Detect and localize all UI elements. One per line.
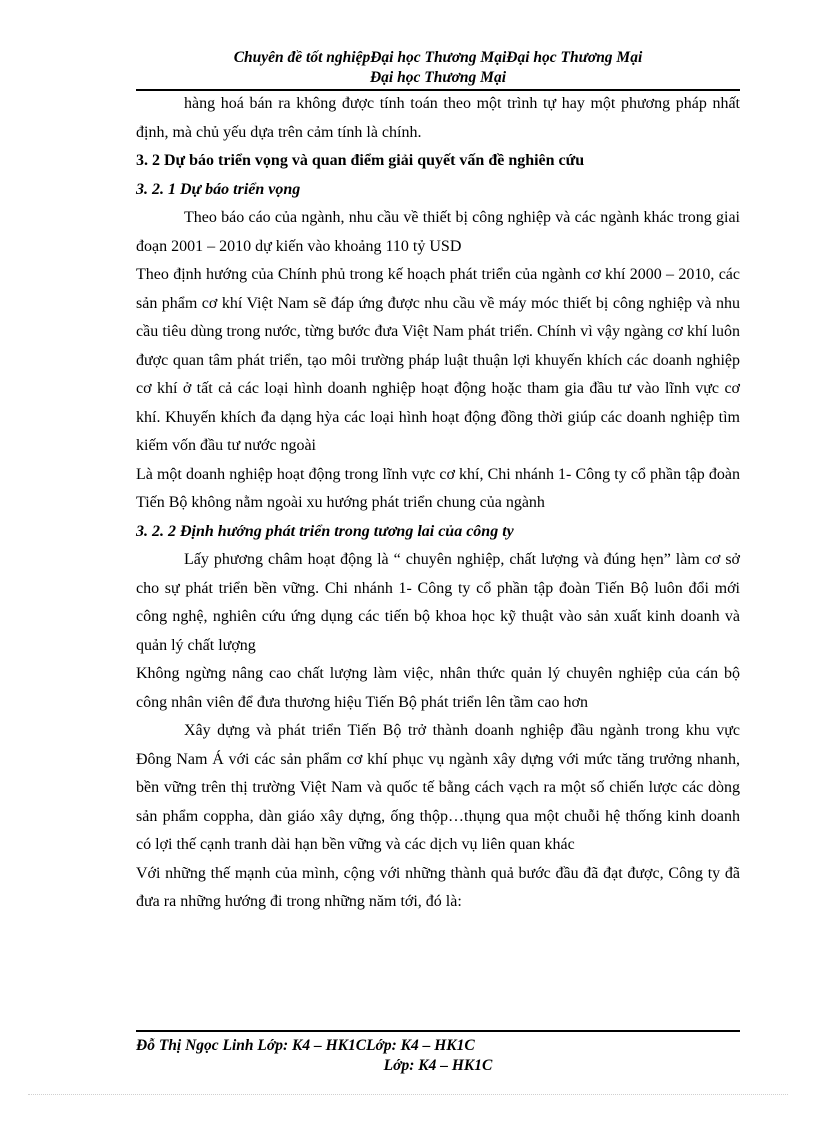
page-edge-divider bbox=[28, 1094, 788, 1095]
paragraph-8: Với những thế mạnh của mình, cộng với những thành quả bước đầu đã đạt được, Công ty đã đưa ra những hướng đi trong những năm tới, đó là: bbox=[136, 864, 740, 910]
footer-line-2: Lớp: K4 – HK1C bbox=[383, 1057, 493, 1074]
paragraph-4: Là một doanh nghiệp hoạt động trong lĩnh vực cơ khí, Chi nhánh 1- Công ty cổ phần tập đoàn Tiến Bộ không nằm ngoài xu hướng phát triển chung của ngành bbox=[136, 465, 740, 511]
paragraph-6: Không ngừng nâng cao chất lượng làm việc, nhân thức quản lý chuyên nghiệp của cán bộ công nhân viên để đưa thương hiệu Tiến Bộ phát triển lên tầm cao hơn bbox=[136, 665, 740, 711]
subsection-heading-3-2-2: 3. 2. 2 Định hướng phát triển trong tương lai của công ty bbox=[136, 522, 514, 540]
paragraph-2: Theo báo cáo của ngành, nhu cầu về thiết bị công nghiệp và các ngành khác trong giai đoạn 2001 – 2010 dự kiến vào khoảng 110 tỷ USD bbox=[136, 209, 740, 255]
header-line-1: Chuyên đề tốt nghiệpĐại học Thương MạiĐại học Thương Mại bbox=[233, 49, 643, 66]
header-line-2: Đại học Thương Mại bbox=[369, 69, 507, 86]
paragraph-3: Theo định hướng của Chính phủ trong kế hoạch phát triển của ngành cơ khí 2000 – 2010, các sản phẩm cơ khí Việt Nam sẽ đáp ứng được nhu cầu về máy móc thiết bị công nghiệp và nhu cầu tiêu dùng trong nước, từng bước đưa Việt Nam phát triển. Chính vì vậy ngàng cơ khí luôn được quan tâm phát triển, tạo môi trường pháp luật thuận lợi khuyến khích các doanh nghiệp cơ khí ở tất cả các loại hình doanh nghiệp hoạt động hoặc tham gia đầu tư vào lĩnh vực cơ khí. Khuyến khích đa dạng hỳa các loại hình hoạt động đồng thời giúp các doanh nghiệp tìm kiếm vốn đầu tư nước ngoài bbox=[136, 266, 740, 454]
page-header bbox=[136, 48, 740, 88]
document-body bbox=[136, 90, 740, 917]
footer-line-1: Đỗ Thị Ngọc Linh Lớp: K4 – HK1CLớp: K4 – HK1C bbox=[136, 1037, 475, 1054]
page-footer bbox=[136, 1036, 740, 1076]
paragraph-7: Xây dựng và phát triển Tiến Bộ trở thành doanh nghiệp đầu ngành trong khu vực Đông Nam Á với các sản phẩm cơ khí phục vụ ngành xây dựng với mức tăng trưởng nhanh, bền vững trên thị trường Việt Nam và quốc tế bằng cách vạch ra một số chiến lược các dòng sản phẩm coppha, dàn giáo xây dựng, ống thộp…thụng qua một chuỗi hệ thống kinh doanh có lợi thế cạnh tranh dài hạn bền vững và các dịch vụ liên quan khác bbox=[136, 722, 740, 853]
section-heading-3-2: 3. 2 Dự báo triển vọng và quan điểm giải quyết vấn đề nghiên cứu bbox=[136, 152, 585, 169]
paragraph-5: Lấy phương châm hoạt động là “ chuyên nghiệp, chất lượng và đúng hẹn” làm cơ sở cho sự phát triển bền vững. Chi nhánh 1- Công ty cổ phần tập đoàn Tiến Bộ luôn đổi mới công nghệ, nghiên cứu ứng dụng các tiến bộ khoa học kỹ thuật vào sản xuất kinh doanh và quản lý chất lượng bbox=[136, 551, 740, 654]
footer-rule bbox=[136, 1030, 740, 1032]
subsection-heading-3-2-1: 3. 2. 1 Dự báo triển vọng bbox=[136, 180, 301, 198]
paragraph-1: hàng hoá bán ra không được tính toán theo một trình tự hay một phương pháp nhất định, mà chủ yếu dựa trên cảm tính là chính. bbox=[136, 95, 740, 141]
